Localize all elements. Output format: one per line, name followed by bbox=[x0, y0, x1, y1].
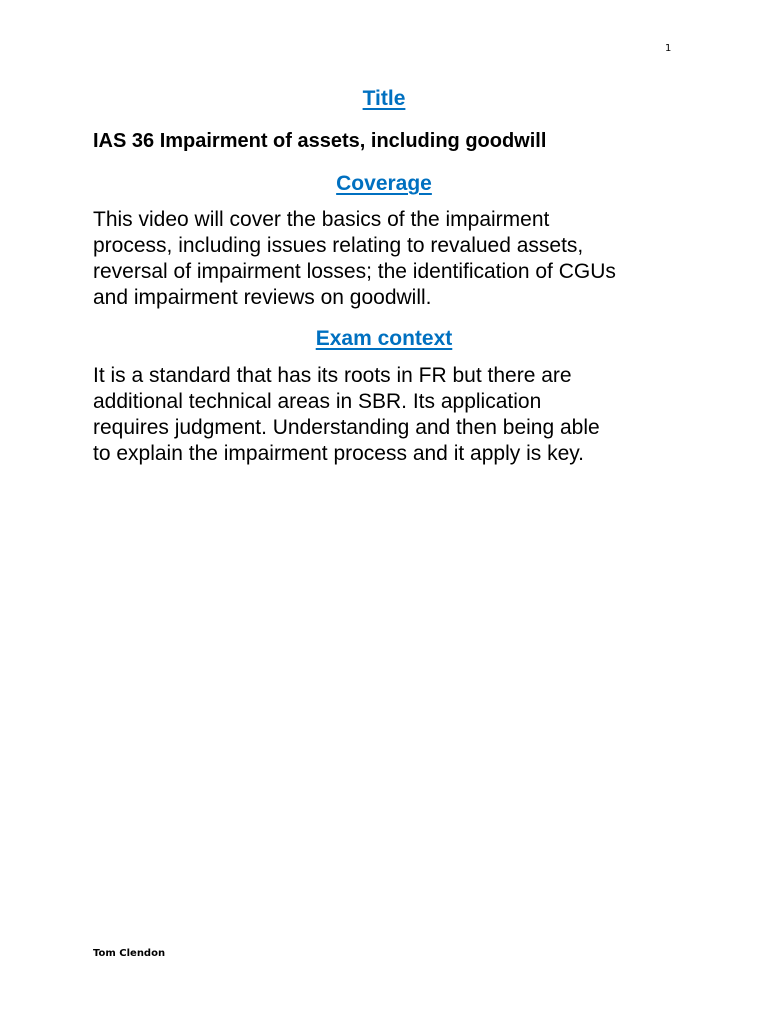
footer-author: Tom Clendon bbox=[93, 948, 166, 959]
coverage-heading: Coverage bbox=[336, 172, 432, 195]
coverage-line: This video will cover the basics of the impairment bbox=[93, 208, 550, 231]
coverage-line: and impairment reviews on goodwill. bbox=[93, 286, 432, 309]
exam-context-heading: Exam context bbox=[315, 327, 453, 350]
title-heading: Title bbox=[362, 87, 406, 110]
page-number: 1 bbox=[665, 43, 672, 54]
exam-context-line: It is a standard that has its roots in FR but there are bbox=[93, 364, 572, 387]
exam-context-line: requires judgment. Understanding and then being able bbox=[93, 416, 600, 439]
coverage-line: process, including issues relating to revalued assets, bbox=[93, 234, 584, 257]
exam-context-line: to explain the impairment process and it apply is key. bbox=[93, 442, 585, 465]
coverage-line: reversal of impairment losses; the identification of CGUs bbox=[93, 260, 616, 283]
coverage-paragraph bbox=[93, 207, 693, 311]
document-title: IAS 36 Impairment of assets, including goodwill bbox=[93, 130, 547, 152]
exam-context-paragraph bbox=[93, 363, 693, 467]
exam-context-line: additional technical areas in SBR. Its application bbox=[93, 390, 542, 413]
